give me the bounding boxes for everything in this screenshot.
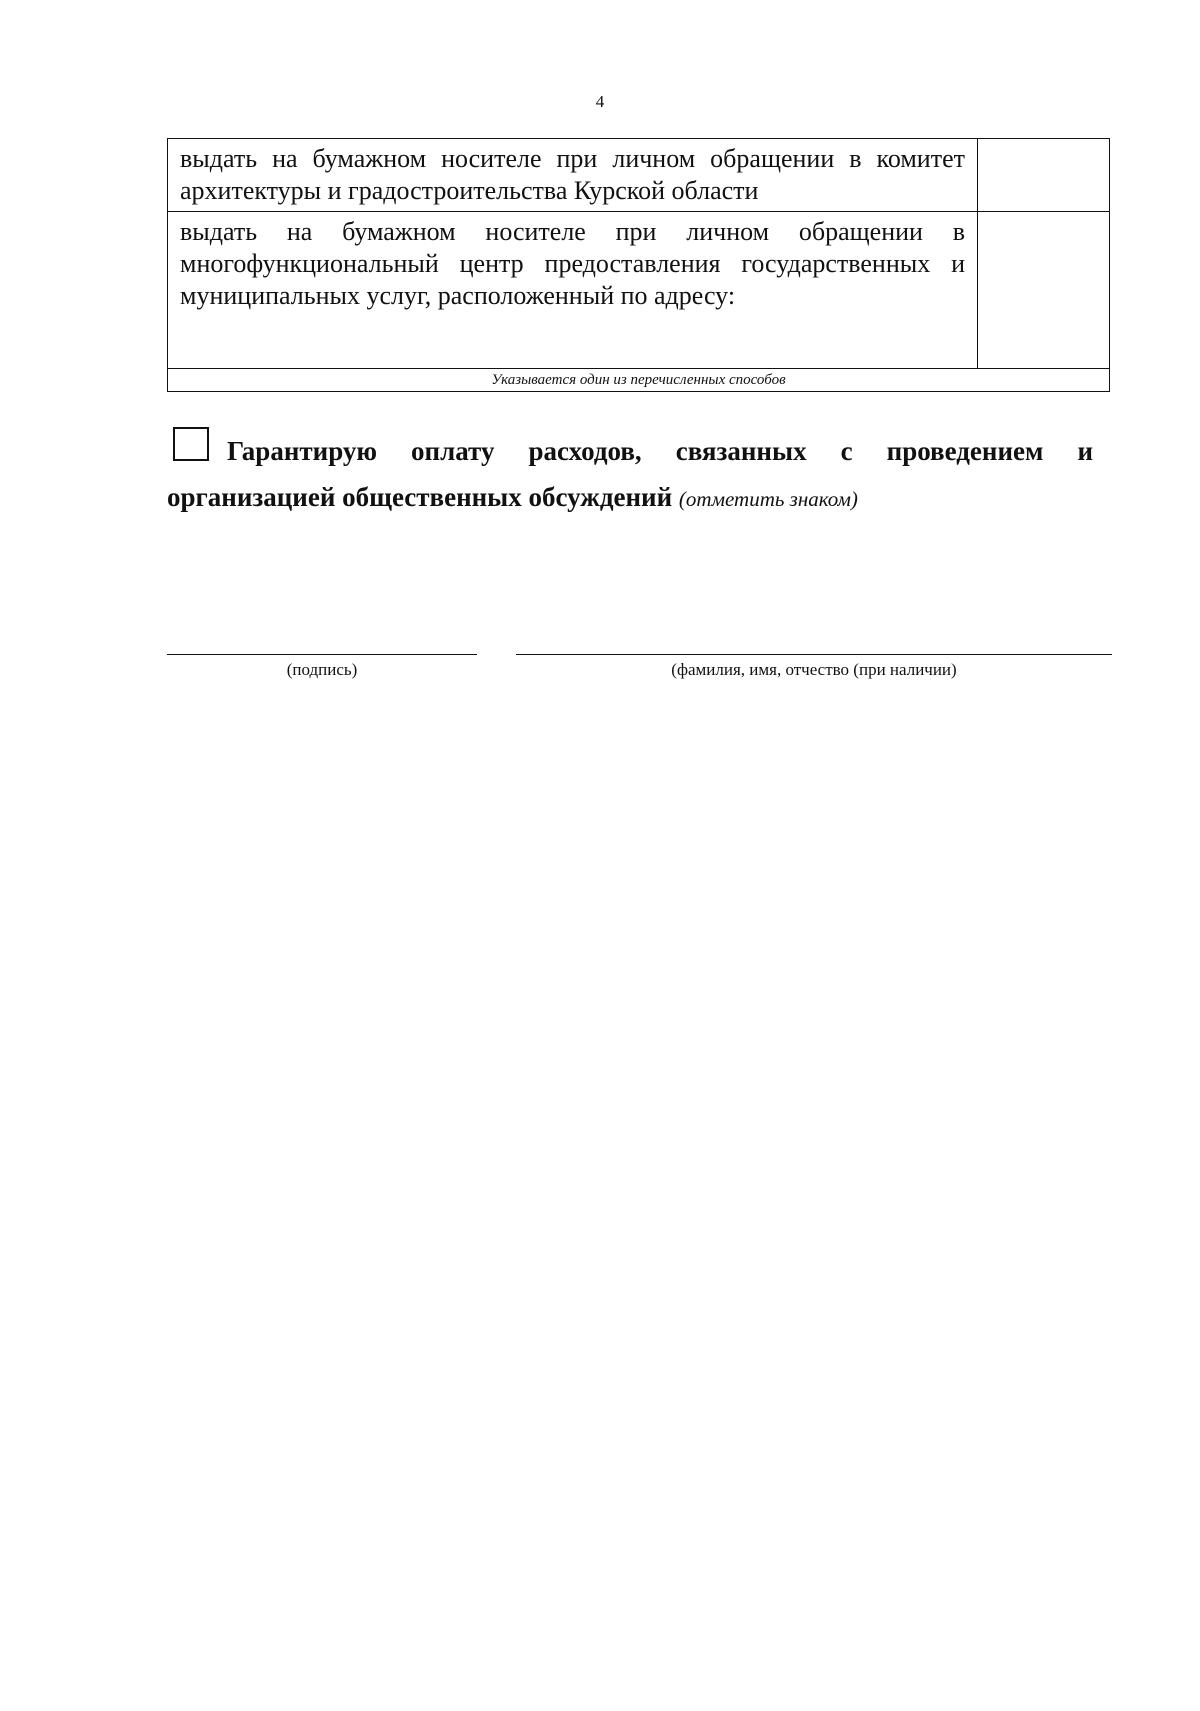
delivery-option-text-cell	[168, 212, 978, 369]
signature-caption: (подпись)	[286, 660, 358, 679]
guarantee-statement-continuation	[167, 474, 858, 522]
signature-line[interactable]	[167, 654, 477, 655]
delivery-option-text-cell	[168, 139, 978, 212]
delivery-option-text: выдать на бумажном носителе при личном обращении в многофункциональный центр предоставления государственных и муниципальных услуг, расположенный по адресу:	[180, 217, 965, 310]
delivery-option-mark-cell[interactable]	[978, 212, 1110, 369]
delivery-option-row	[168, 212, 1110, 369]
guarantee-hint: (отметить знаком)	[678, 487, 858, 511]
full-name-line[interactable]	[516, 654, 1112, 655]
delivery-option-mark-cell[interactable]	[978, 139, 1110, 212]
delivery-option-row	[168, 139, 1110, 212]
guarantee-line2: организацией общественных обсуждений	[167, 482, 673, 512]
page-number: 4	[595, 92, 605, 111]
delivery-options-table	[167, 138, 1110, 392]
delivery-options-note: Указывается один из перечисленных способов	[168, 369, 1110, 392]
guarantee-line1: Гарантирую оплату расходов, связанных с проведением и	[227, 436, 1093, 466]
delivery-option-text: выдать на бумажном носителе при личном обращении в комитет архитектуры и градостроительства Курской области	[180, 144, 965, 205]
guarantee-statement	[167, 428, 1093, 474]
delivery-options-note-row	[168, 369, 1110, 392]
full-name-caption: (фамилия, имя, отчество (при наличии)	[671, 660, 957, 679]
